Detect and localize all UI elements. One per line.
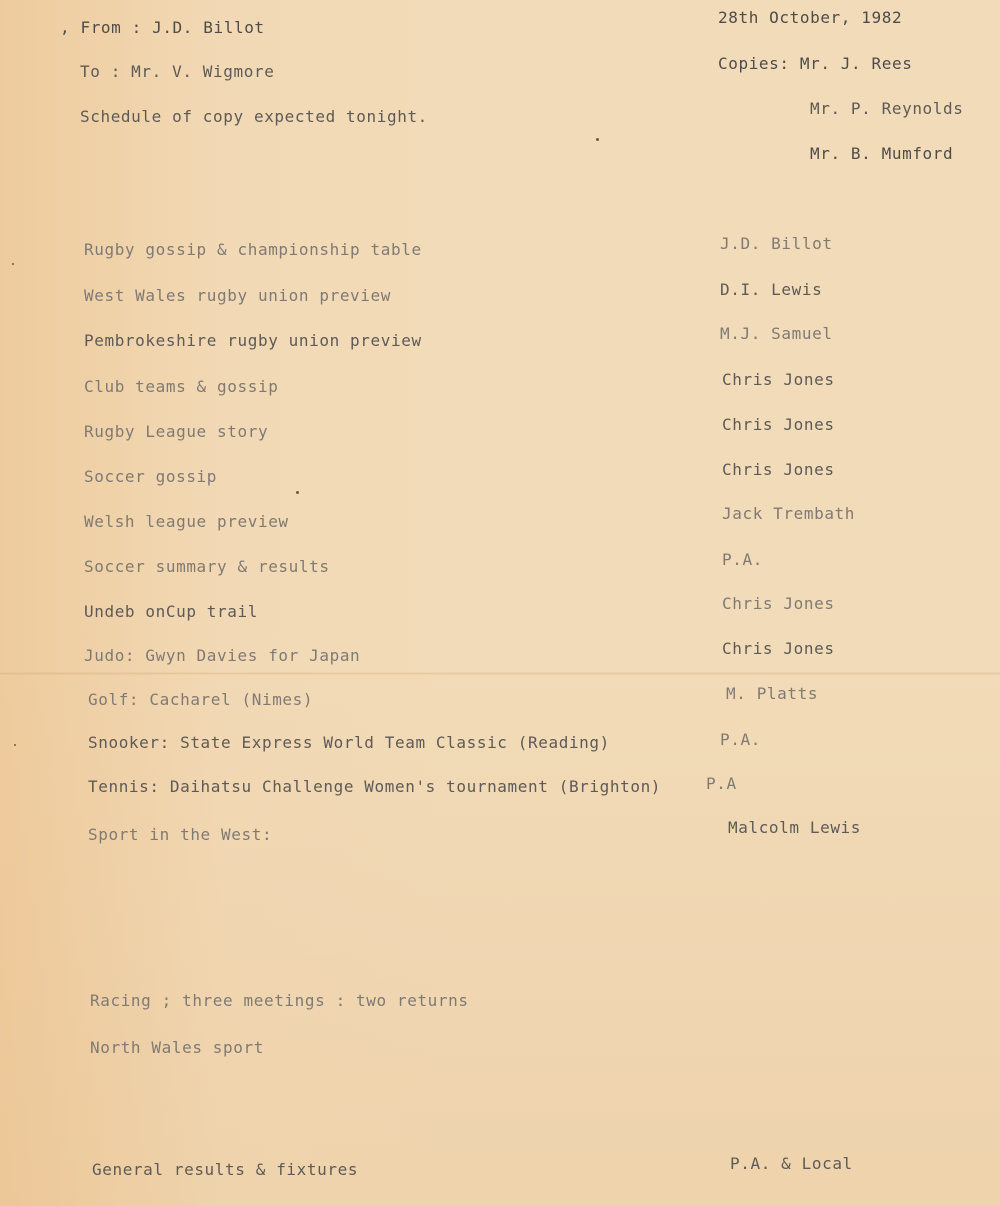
memo-date: 28th October, 1982 (718, 8, 903, 27)
schedule-item: Rugby League story (84, 422, 269, 441)
schedule-writer: Chris Jones (722, 370, 835, 389)
schedule-writer: M.J. Samuel (720, 324, 833, 343)
racing-note: Racing ; three meetings : two returns (90, 991, 469, 1010)
schedule-item: Tennis: Daihatsu Challenge Women's tournament (Brighton) (88, 777, 662, 796)
ink-speck (296, 491, 299, 494)
schedule-writer: Jack Trembath (722, 504, 856, 523)
schedule-item: Soccer summary & results (84, 557, 330, 576)
schedule-writer: Chris Jones (722, 460, 835, 479)
schedule-writer: Chris Jones (722, 594, 835, 613)
memo-from: , From : J.D. Billot (60, 18, 265, 37)
schedule-item: West Wales rugby union preview (84, 286, 391, 305)
schedule-item: Club teams & gossip (84, 377, 279, 396)
schedule-item: Rugby gossip & championship table (84, 240, 422, 259)
schedule-writer: Chris Jones (722, 639, 835, 658)
schedule-item: Judo: Gwyn Davies for Japan (84, 646, 361, 665)
schedule-item: Pembrokeshire rugby union preview (84, 331, 422, 350)
schedule-item: Snooker: State Express World Team Classic (Reading) (88, 733, 610, 752)
schedule-item: Undeb onCup trail (84, 602, 258, 621)
schedule-item: Sport in the West: (88, 825, 273, 844)
paper-fold (0, 672, 1000, 675)
ink-speck (14, 744, 16, 746)
north-wales-note: North Wales sport (90, 1038, 264, 1057)
general-results-writer: P.A. & Local (730, 1154, 853, 1173)
schedule-item: Soccer gossip (84, 467, 218, 486)
schedule-writer: P.A. (722, 550, 763, 569)
memo-copy-recipient: Mr. B. Mumford (810, 144, 954, 163)
memo-subject: Schedule of copy expected tonight. (80, 107, 428, 126)
schedule-writer: D.I. Lewis (720, 280, 823, 299)
memo-to: To : Mr. V. Wigmore (80, 62, 275, 81)
general-results-note: General results & fixtures (92, 1160, 359, 1179)
schedule-writer: J.D. Billot (720, 234, 833, 253)
ink-speck (596, 138, 599, 141)
schedule-writer: P.A. (720, 730, 761, 749)
schedule-item: Welsh league preview (84, 512, 289, 531)
memo-copies: Copies: Mr. J. Rees (718, 54, 913, 73)
ink-speck (12, 263, 14, 265)
memo-copy-recipient: Mr. P. Reynolds (810, 99, 964, 118)
schedule-writer: M. Platts (726, 684, 819, 703)
schedule-writer: Chris Jones (722, 415, 835, 434)
schedule-item: Golf: Cacharel (Nimes) (88, 690, 314, 709)
schedule-writer: P.A (706, 774, 737, 793)
schedule-writer: Malcolm Lewis (728, 818, 862, 837)
